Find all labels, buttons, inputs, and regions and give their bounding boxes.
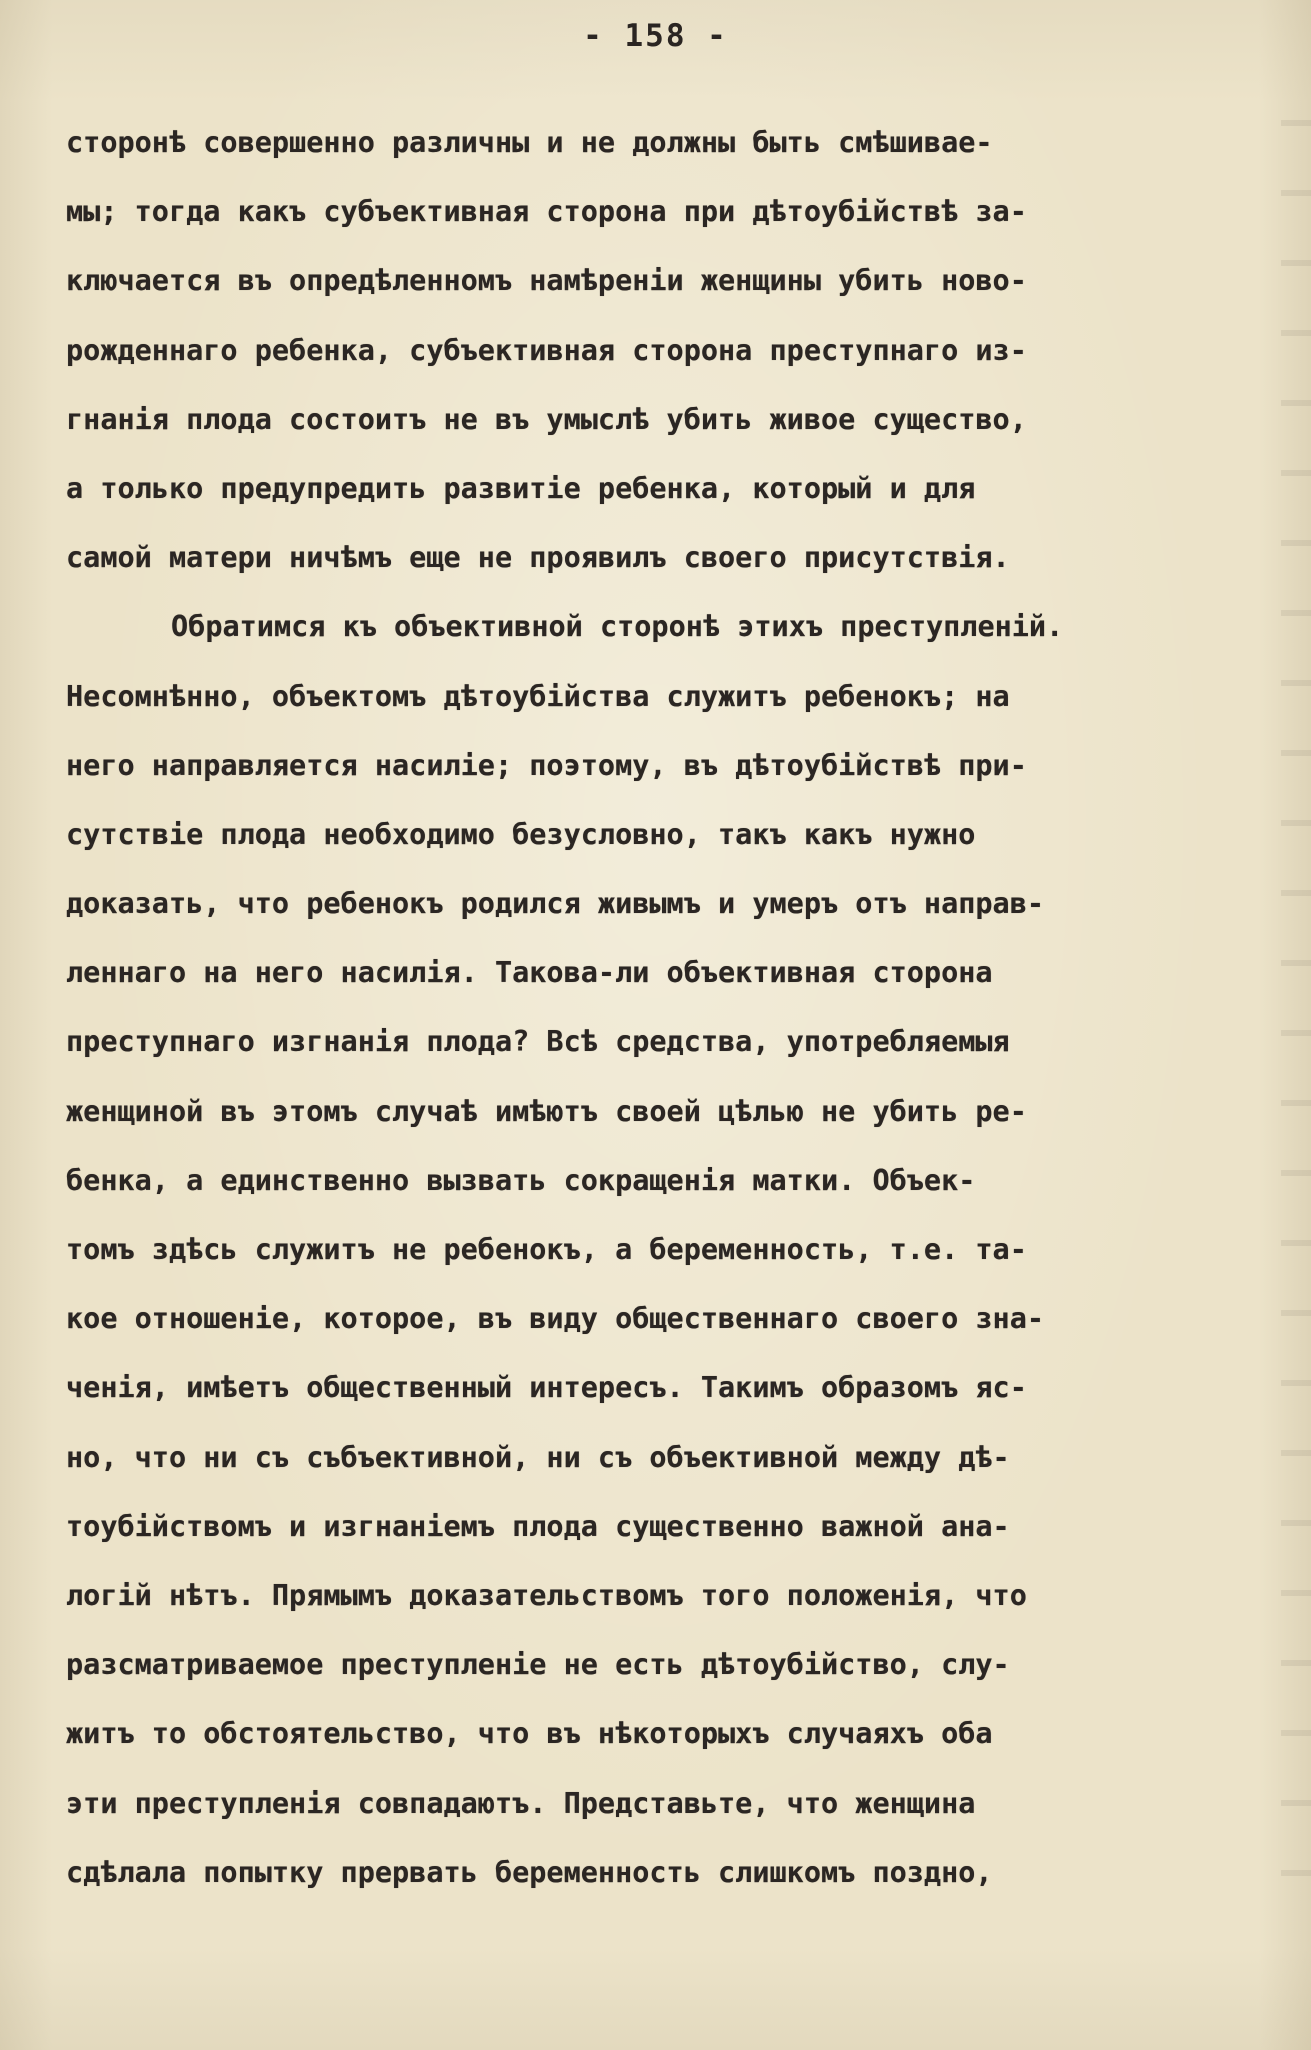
text-line: сутствіе плода необходимо безусловно, такъ какъ нужно	[66, 817, 976, 851]
text-line: а только предупредить развитіе ребенка, который и для	[66, 471, 976, 505]
paragraph-start-line: Обратимся къ объективной сторонѣ этихъ преступленій.	[171, 610, 1064, 644]
text-line: леннаго на него насилія. Такова-ли объективная сторона	[66, 956, 993, 990]
text-line: разсматриваемое преступленіе не есть дѣтоубійство, слу-	[66, 1648, 1010, 1682]
text-line: ключается въ опредѣленномъ намѣреніи женщины убить ново-	[66, 264, 1027, 298]
text-line: но, что ни съ събъективной, ни съ объективной между дѣ-	[66, 1440, 1010, 1474]
text-line: рожденнаго ребенка, субъективная сторона преступнаго из-	[66, 333, 1027, 367]
text-line: эти преступленія совпадаютъ. Представьте, что женщина	[66, 1786, 976, 1820]
bleed-through-marks	[1281, 120, 1311, 1900]
text-line: мы; тогда какъ субъективная сторона при дѣтоубійствѣ за-	[66, 195, 1027, 229]
text-line: бенка, а единственно вызвать сокращенія матки. Объек-	[66, 1163, 976, 1197]
text-line: доказать, что ребенокъ родился живымъ и умеръ отъ направ-	[66, 887, 1045, 921]
text-line: самой матери ничѣмъ еще не проявилъ своего присутствія.	[66, 541, 1010, 575]
text-line: преступнаго изгнанія плода? Всѣ средства, употребляемыя	[66, 1025, 1010, 1059]
text-line: него направляется насиліе; поэтому, въ дѣтоубійствѣ при-	[66, 748, 1027, 782]
text-line: Несомнѣнно, объектомъ дѣтоубійства служитъ ребенокъ; на	[66, 679, 1010, 713]
text-line: житъ то обстоятельство, что въ нѣкоторыхъ случаяхъ оба	[66, 1717, 993, 1751]
text-line: томъ здѣсь служитъ не ребенокъ, а беременность, т.е. та-	[66, 1233, 1027, 1266]
page-number: - 158 -	[583, 18, 728, 54]
text-line: женщиной въ этомъ случаѣ имѣютъ своей цѣлью не убить ре-	[66, 1094, 1027, 1128]
text-line: кое отношеніе, которое, въ виду общественнаго своего зна-	[66, 1302, 1045, 1336]
text-line: гнанія плода состоитъ не въ умыслѣ убить живое существо,	[66, 402, 1027, 436]
text-line: сдѣлала попытку прервать беременность слишкомъ поздно,	[66, 1855, 993, 1889]
body-text	[66, 120, 1266, 1919]
text-line: ченія, имѣетъ общественный интересъ. Такимъ образомъ яс-	[66, 1371, 1027, 1405]
text-line: тоубійствомъ и изгнаніемъ плода существенно важной ана-	[66, 1509, 1010, 1543]
text-line: логій нѣтъ. Прямымъ доказательствомъ того положенія, что	[66, 1578, 1027, 1612]
text-line: сторонѣ совершенно различны и не должны быть смѣшивае-	[66, 126, 993, 159]
